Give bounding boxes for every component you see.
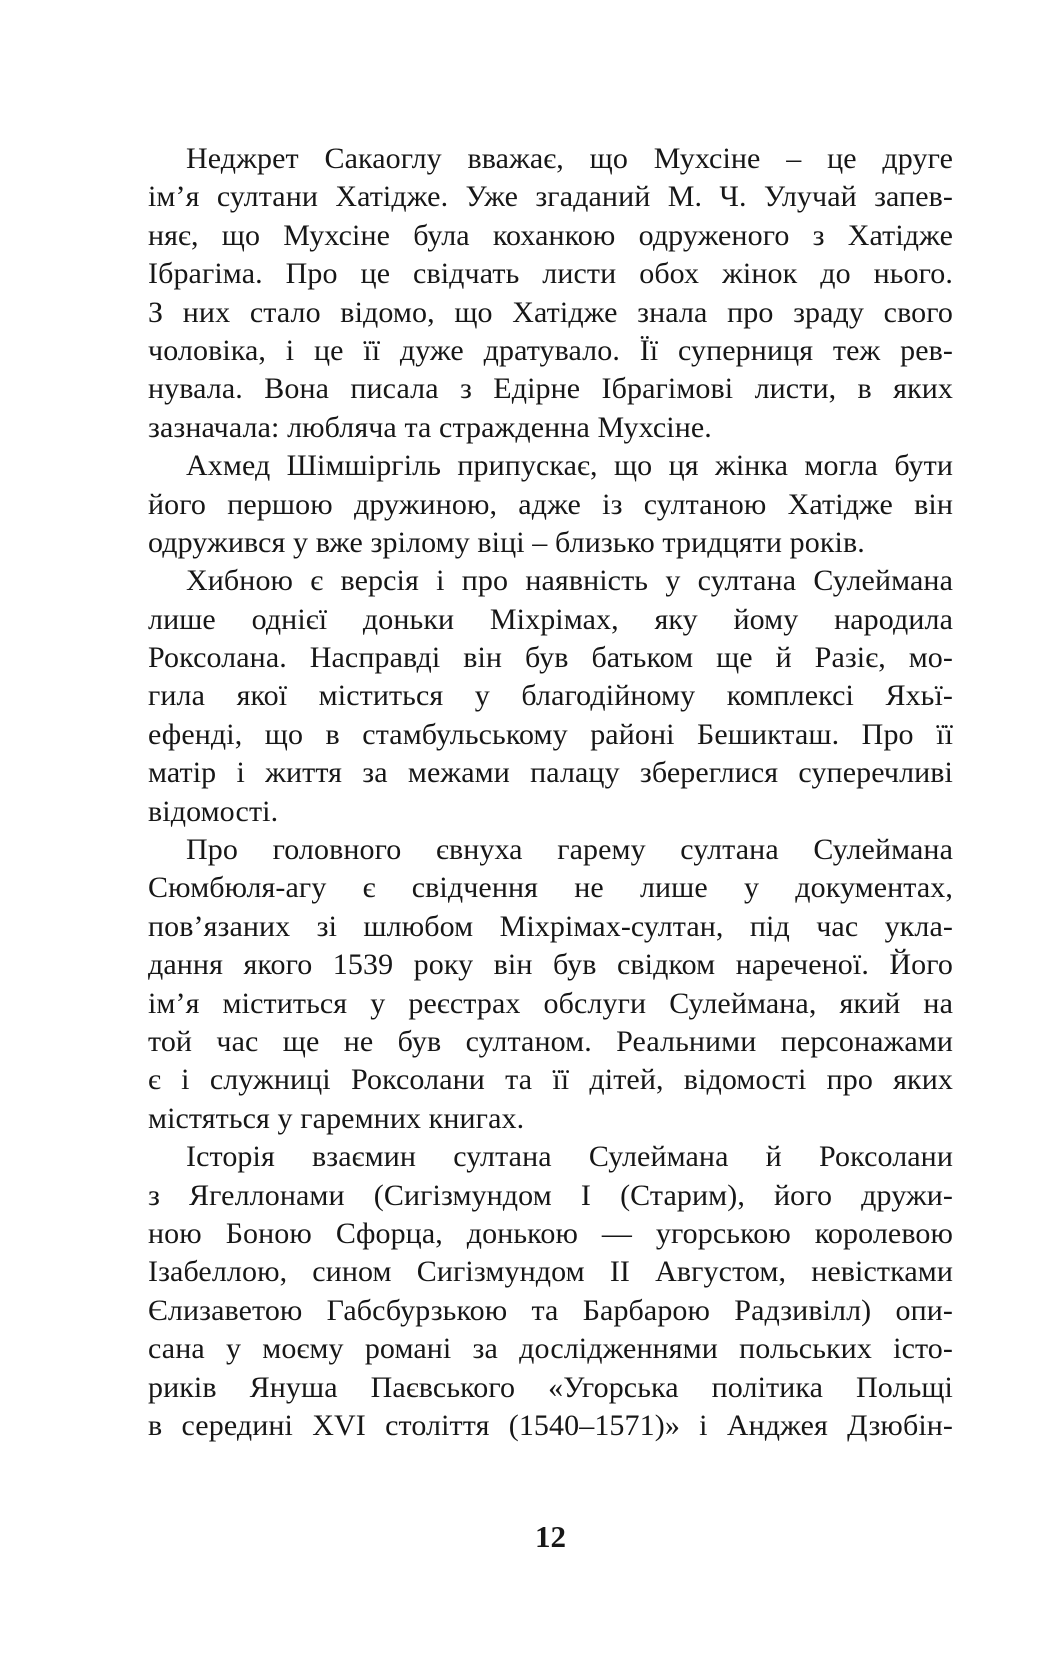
text-line: одружився у вже зрілому віці – близько тридцяти років.: [148, 525, 865, 559]
text-line: Сюмбюля-агу є свідчення не лише у документах,: [148, 871, 953, 905]
text-line: Хибною є версія і про наявність у султана Сулеймана: [186, 564, 953, 598]
text-line: дання якого 1539 року він був свідком нареченої. Його: [148, 948, 953, 982]
paragraph: [148, 831, 953, 1138]
text-line: його першою дружиною, адже із султаною Хатідже він: [148, 487, 953, 521]
text-line: матір і життя за межами палацу збереглися суперечливі: [148, 756, 953, 790]
text-line: в середині XVI століття (1540–1571)» і Анджея Дзюбін-: [148, 1408, 953, 1442]
text-line: той час ще не був султаном. Реальними персонажами: [148, 1024, 953, 1058]
text-line: Історія взаємин султана Сулеймана й Роксолани: [186, 1140, 953, 1174]
text-line: лише однієї доньки Міхрімах, яку йому народила: [148, 602, 953, 636]
text-line: Роксолана. Насправді він був батьком ще й Разіє, мо-: [148, 641, 953, 675]
text-line: сана у моєму романі за дослідженнями польських істо-: [148, 1332, 953, 1366]
text-line: ною Боною Сфорца, донькою — угорською королевою: [148, 1216, 953, 1250]
text-block: [148, 140, 953, 1445]
text-line: пов’язаних зі шлюбом Міхрімах-султан, під час укла-: [148, 909, 953, 943]
text-line: риків Януша Паєвського «Угорська політика Польщі: [148, 1370, 953, 1404]
text-line: Ізабеллою, сином Сигізмундом II Августом, невістками: [148, 1255, 953, 1289]
text-line: зазначала: любляча та стражденна Мухсіне.: [148, 410, 712, 444]
text-line: няє, що Мухсіне була коханкою одруженого з Хатідже: [148, 218, 953, 252]
paragraph: [148, 140, 953, 447]
paragraph: [148, 1138, 953, 1445]
text-line: З них стало відомо, що Хатідже знала про зраду свого: [148, 295, 953, 329]
text-line: Про головного євнуха гарему султана Сулеймана: [186, 833, 953, 867]
text-line: нувала. Вона писала з Едірне Ібрагімові листи, в яких: [148, 372, 953, 406]
paragraph: [148, 447, 953, 562]
page-number: 12: [535, 1519, 566, 1554]
text-line: Неджрет Сакаоглу вважає, що Мухсіне – це друге: [186, 142, 953, 175]
text-line: з Ягеллонами (Сигізмундом I (Старим), його дружи-: [148, 1178, 953, 1212]
text-line: Єлизаветою Габсбурзькою та Барбарою Радзивілл) опи-: [148, 1293, 953, 1327]
text-line: відомості.: [148, 794, 279, 828]
text-line: чоловіка, і це її дуже дратувало. Її суперниця теж рев-: [148, 333, 953, 367]
text-line: Ібрагіма. Про це свідчать листи обох жінок до нього.: [148, 257, 953, 291]
text-line: ім’я міститься у реєстрах обслуги Сулеймана, який на: [148, 986, 953, 1020]
text-line: гила якої міститься у благодійному комплексі Яхьї-: [148, 679, 953, 713]
paragraph: [148, 562, 953, 831]
text-line: ім’я султани Хатідже. Уже згаданий М. Ч. Улучай запев-: [148, 180, 953, 214]
text-line: є і служниці Роксолани та її дітей, відомості про яких: [148, 1063, 953, 1097]
text-line: ефенді, що в стамбульському районі Бешикташ. Про її: [148, 717, 953, 751]
text-line: Ахмед Шімшіргіль припускає, що ця жінка могла бути: [186, 449, 953, 483]
text-line: містяться у гаремних книгах.: [148, 1101, 525, 1135]
